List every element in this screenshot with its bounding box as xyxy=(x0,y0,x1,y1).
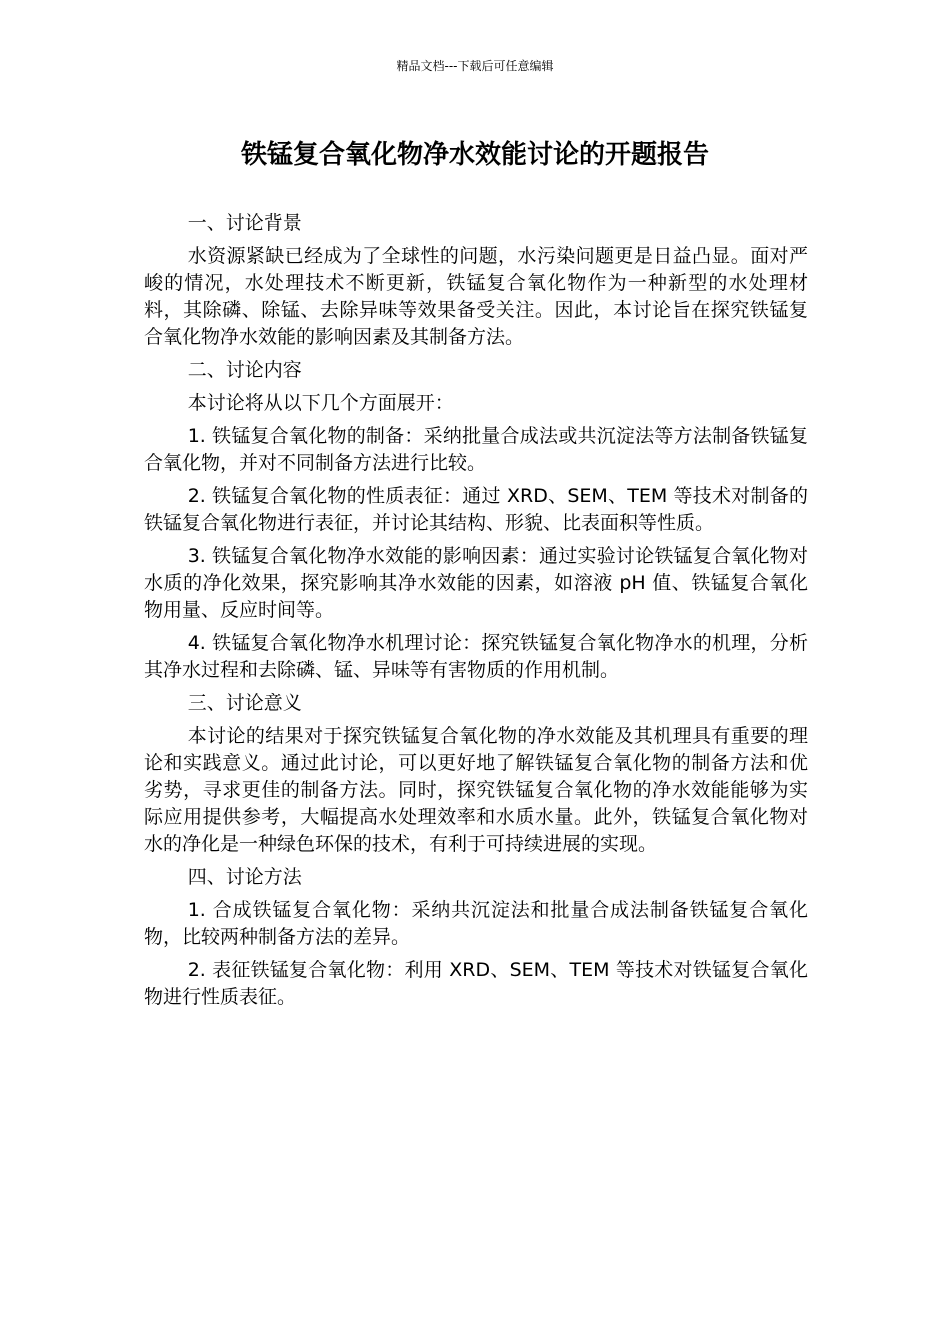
paragraph-background: 水资源紧缺已经成为了全球性的问题，水污染问题更是日益凸显。面对严峻的情况，水处理技术不断更新，铁锰复合氧化物作为一种新型的水处理材料，其除磷、除锰、去除异味等效果备受关注。因此，本讨论旨在探究铁锰复合氧化物净水效能的影响因素及其制备方法。 xyxy=(144,245,808,348)
list-item-methods-1: 1. 合成铁锰复合氧化物：采纳共沉淀法和批量合成法制备铁锰复合氧化物，比较两种制备方法的差异。 xyxy=(144,899,808,948)
list-item-content-3: 3. 铁锰复合氧化物净水效能的影响因素：通过实验讨论铁锰复合氧化物对水质的净化效果，探究影响其净水效能的因素，如溶液 pH 值、铁锰复合氧化物用量、反应时间等。 xyxy=(144,545,808,621)
paragraph-significance: 本讨论的结果对于探究铁锰复合氧化物的净水效能及其机理具有重要的理论和实践意义。通过此讨论，可以更好地了解铁锰复合氧化物的制备方法和优劣势，寻求更佳的制备方法。同时，探究铁锰复合氧化物的净水效能能够为实际应用提供参考，大幅提高水处理效率和水质水量。此外，铁锰复合氧化物对水的净化是一种绿色环保的技术，有利于可持续进展的实现。 xyxy=(144,725,808,855)
section-heading-significance: 三、讨论意义 xyxy=(187,692,302,714)
section-heading-content: 二、讨论内容 xyxy=(187,359,302,381)
page-header: 精品文档---下载后可任意编辑 xyxy=(396,59,554,73)
paragraph-content-intro: 本讨论将从以下几个方面展开： xyxy=(187,392,454,414)
section-heading-background: 一、讨论背景 xyxy=(187,212,302,234)
document-body xyxy=(144,210,808,1017)
list-item-methods-2: 2. 表征铁锰复合氧化物：利用 XRD、SEM、TEM 等技术对铁锰复合氧化物进行性质表征。 xyxy=(144,959,808,1008)
section-heading-methods: 四、讨论方法 xyxy=(187,866,302,888)
list-item-content-2: 2. 铁锰复合氧化物的性质表征：通过 XRD、SEM、TEM 等技术对制备的铁锰复合氧化物进行表征，并讨论其结构、形貌、比表面积等性质。 xyxy=(144,485,808,534)
list-item-content-1: 1. 铁锰复合氧化物的制备：采纳批量合成法或共沉淀法等方法制备铁锰复合氧化物，并对不同制备方法进行比较。 xyxy=(144,425,808,474)
document-title: 铁锰复合氧化物净水效能讨论的开题报告 xyxy=(240,140,709,170)
list-item-content-4: 4. 铁锰复合氧化物净水机理讨论：探究铁锰复合氧化物净水的机理，分析其净水过程和去除磷、锰、异味等有害物质的作用机制。 xyxy=(144,632,808,681)
